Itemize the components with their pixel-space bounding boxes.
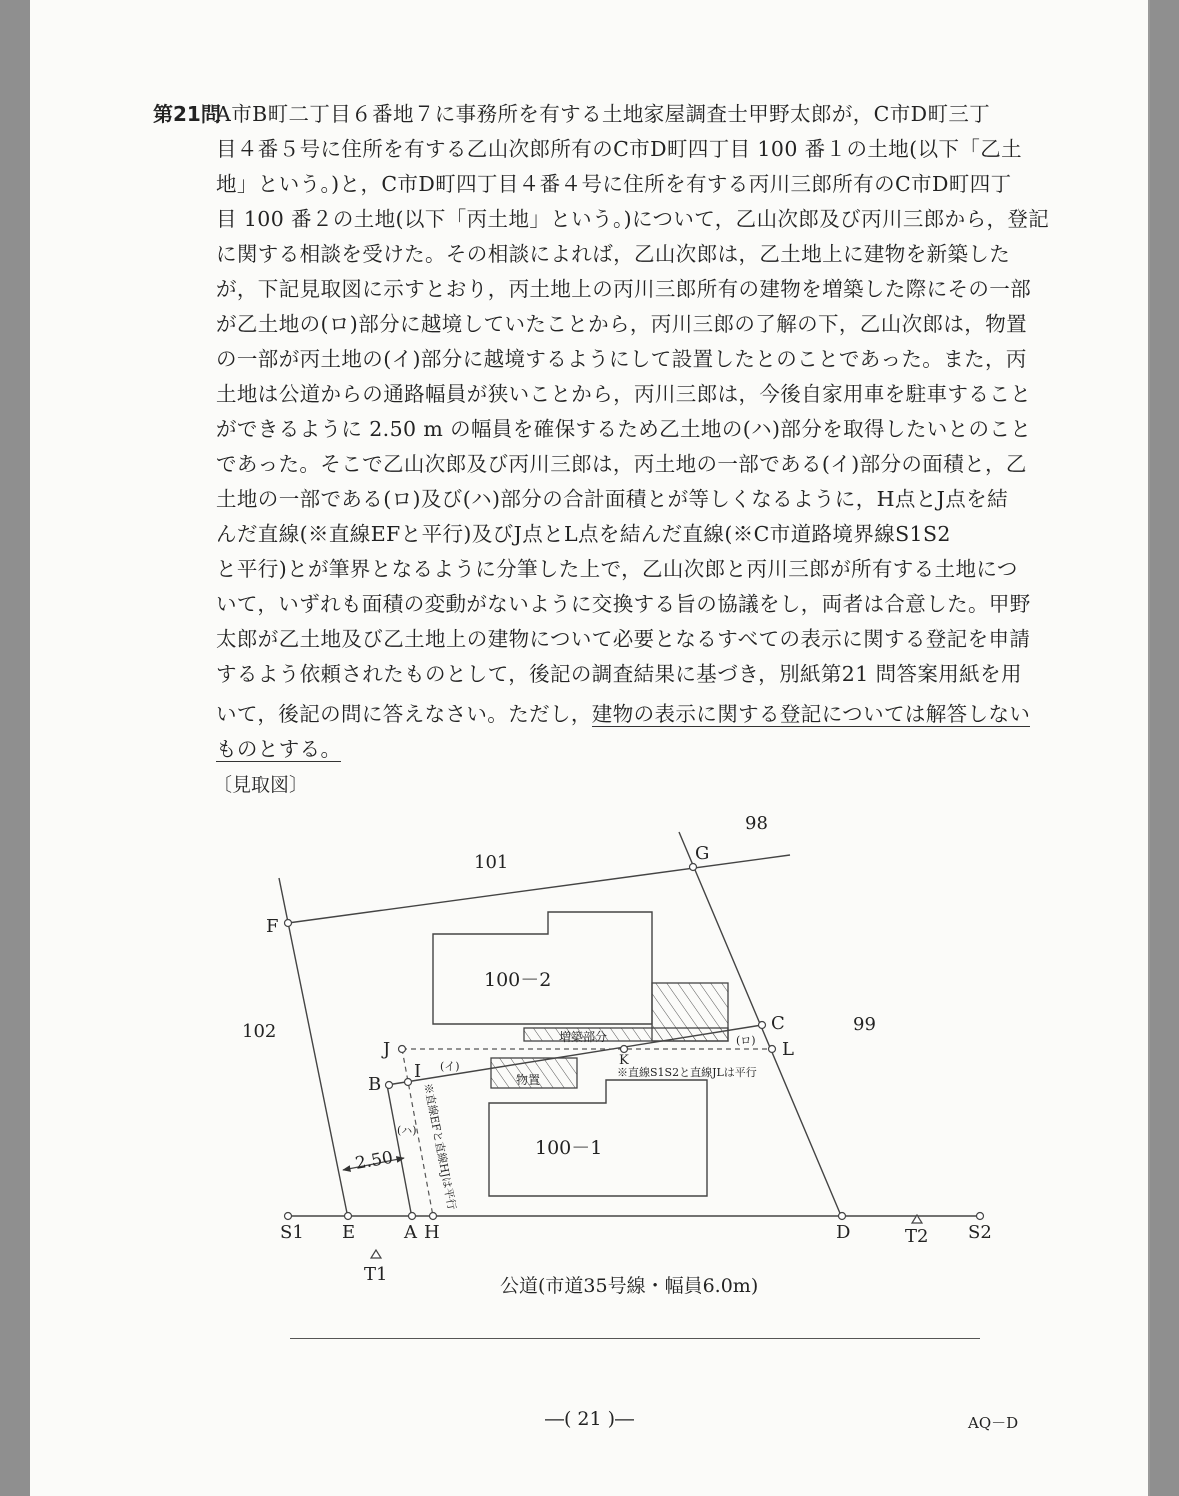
point-label-t2: T2	[905, 1226, 929, 1247]
point-t1-marker	[371, 1250, 381, 1258]
region-label-ha: (ハ)	[397, 1124, 417, 1137]
underlined-instruction-end: ものとする。	[216, 737, 342, 761]
point-h-marker	[430, 1213, 437, 1220]
question-line: 目４番５号に住所を有する乙山次郎所有のC市D町四丁目 100 番１の土地(以下「乙土	[216, 137, 1023, 161]
question-line: 土地は公道からの通路幅員が狭いことから，丙川三郎は，今後自家用車を駐車すること	[216, 382, 1032, 406]
building-label-100-2: 100－2	[484, 969, 552, 991]
question-number: 第21問	[153, 102, 221, 126]
boundary-line-west	[279, 878, 348, 1218]
point-g-marker	[690, 864, 697, 871]
question-line: 目 100 番２の土地(以下「丙土地」という。)について，乙山次郎及び丙川三郎から，登記	[216, 207, 1050, 231]
question-line: であった。そこで乙山次郎及び丙川三郎は，丙土地の一部である(イ)部分の面積と，乙	[216, 452, 1027, 476]
parcel-label-102: 102	[242, 1021, 277, 1042]
point-label-l: L	[782, 1039, 794, 1060]
question-line: の一部が丙土地の(イ)部分に越境するようにして設置したとのことであった。また，丙	[216, 347, 1027, 371]
road-label: 公道(市道35号線・幅員6.0m)	[500, 1275, 759, 1297]
exam-code: AQ－D	[968, 1414, 1019, 1432]
point-d-marker	[839, 1213, 846, 1220]
parcel-label-101: 101	[474, 852, 509, 873]
underlined-instruction: 建物の表示に関する登記については解答しない	[591, 702, 1031, 726]
extension-lower-hatch	[524, 1028, 728, 1041]
point-label-c: C	[771, 1013, 785, 1034]
question-line: 地」という。)と，C市D町四丁目４番４号に住所を有する丙川三郎所有のC市D町四丁	[216, 172, 1012, 196]
point-label-j: J	[383, 1039, 391, 1060]
point-label-a: A	[404, 1222, 417, 1243]
parcel-label-99: 99	[853, 1014, 876, 1035]
question-line: 土地の一部である(ロ)及び(ハ)部分の合計面積とが等しくなるように，H点とJ点を結	[216, 487, 1008, 511]
point-s1-marker	[285, 1213, 292, 1220]
page-number: ―( 21 )―	[544, 1408, 635, 1430]
question-line: A市B町二丁目６番地７に事務所を有する土地家屋調査士甲野太郎が，C市D町三丁	[216, 102, 991, 126]
point-label-f: F	[266, 916, 279, 937]
boundary-line-north	[288, 855, 790, 923]
note-parallel-hj: ※直線EFと直線HJは平行	[421, 1082, 459, 1211]
point-label-h: H	[424, 1222, 440, 1243]
point-label-g: G	[695, 843, 710, 864]
point-label-s2: S2	[968, 1222, 992, 1243]
point-label-b: B	[368, 1074, 382, 1095]
point-label-k: K	[619, 1053, 629, 1068]
shed-label: 物置	[516, 1073, 541, 1087]
question-line: が，下記見取図に示すとおり，丙土地上の丙川三郎所有の建物を増築した際にその一部	[216, 277, 1032, 301]
point-label-d: D	[836, 1222, 851, 1243]
question-line: いて，いずれも面積の変動がないように交換する旨の協議をし，両者は合意した。甲野	[216, 592, 1031, 616]
building-label-100-1: 100－1	[535, 1137, 603, 1159]
footer-rule	[290, 1338, 980, 1339]
region-label-ro: (ロ)	[736, 1034, 756, 1047]
point-l-marker	[769, 1046, 776, 1053]
note-parallel-jl: ※直線S1S2と直線JLは平行	[617, 1066, 757, 1079]
question-line: と平行)とが筆界となるように分筆した上で，乙山次郎と丙川三郎が所有する土地につ	[216, 557, 1018, 581]
point-a-marker	[409, 1213, 416, 1220]
parcel-label-98: 98	[745, 813, 768, 834]
building-100-2	[433, 912, 652, 1024]
question-line: に関する相談を受けた。その相談によれば，乙山次郎は，乙土地上に建物を新築した	[216, 242, 1011, 266]
point-j-marker	[399, 1046, 406, 1053]
point-s2-marker	[977, 1213, 984, 1220]
question-line: 太郎が乙土地及び乙土地上の建物について必要となるすべての表示に関する登記を申請	[216, 627, 1031, 651]
region-label-i: (イ)	[440, 1060, 460, 1073]
point-e-marker	[345, 1213, 352, 1220]
point-label-e: E	[342, 1222, 356, 1243]
question-line-plain: いて，後記の問に答えなさい。ただし，	[216, 702, 592, 726]
point-i-marker	[405, 1079, 412, 1086]
point-k-marker	[621, 1046, 628, 1053]
dimension-label: 2.50	[353, 1147, 395, 1174]
question-line: んだ直線(※直線EFと平行)及びJ点とL点を結んだ直線(※C市道路境界線S1S2	[216, 522, 951, 546]
diagram-caption: 〔見取図〕	[213, 774, 309, 796]
point-f-marker	[285, 920, 292, 927]
point-label-s1: S1	[280, 1222, 304, 1243]
question-line: が乙土地の(ロ)部分に越境していたことから，丙川三郎の了解の下，乙山次郎は，物置	[216, 312, 1027, 336]
point-label-i: I	[414, 1061, 422, 1082]
question-line: ができるように 2.50 m の幅員を確保するため乙土地の(ハ)部分を取得したいとのこと	[216, 417, 1032, 441]
point-c-marker	[759, 1022, 766, 1029]
point-b-marker	[386, 1082, 393, 1089]
point-label-t1: T1	[364, 1264, 388, 1285]
extension-label: 増築部分	[559, 1030, 608, 1044]
question-line: するよう依頼されたものとして，後記の調査結果に基づき，別紙第21 問答案用紙を用	[216, 662, 1022, 686]
